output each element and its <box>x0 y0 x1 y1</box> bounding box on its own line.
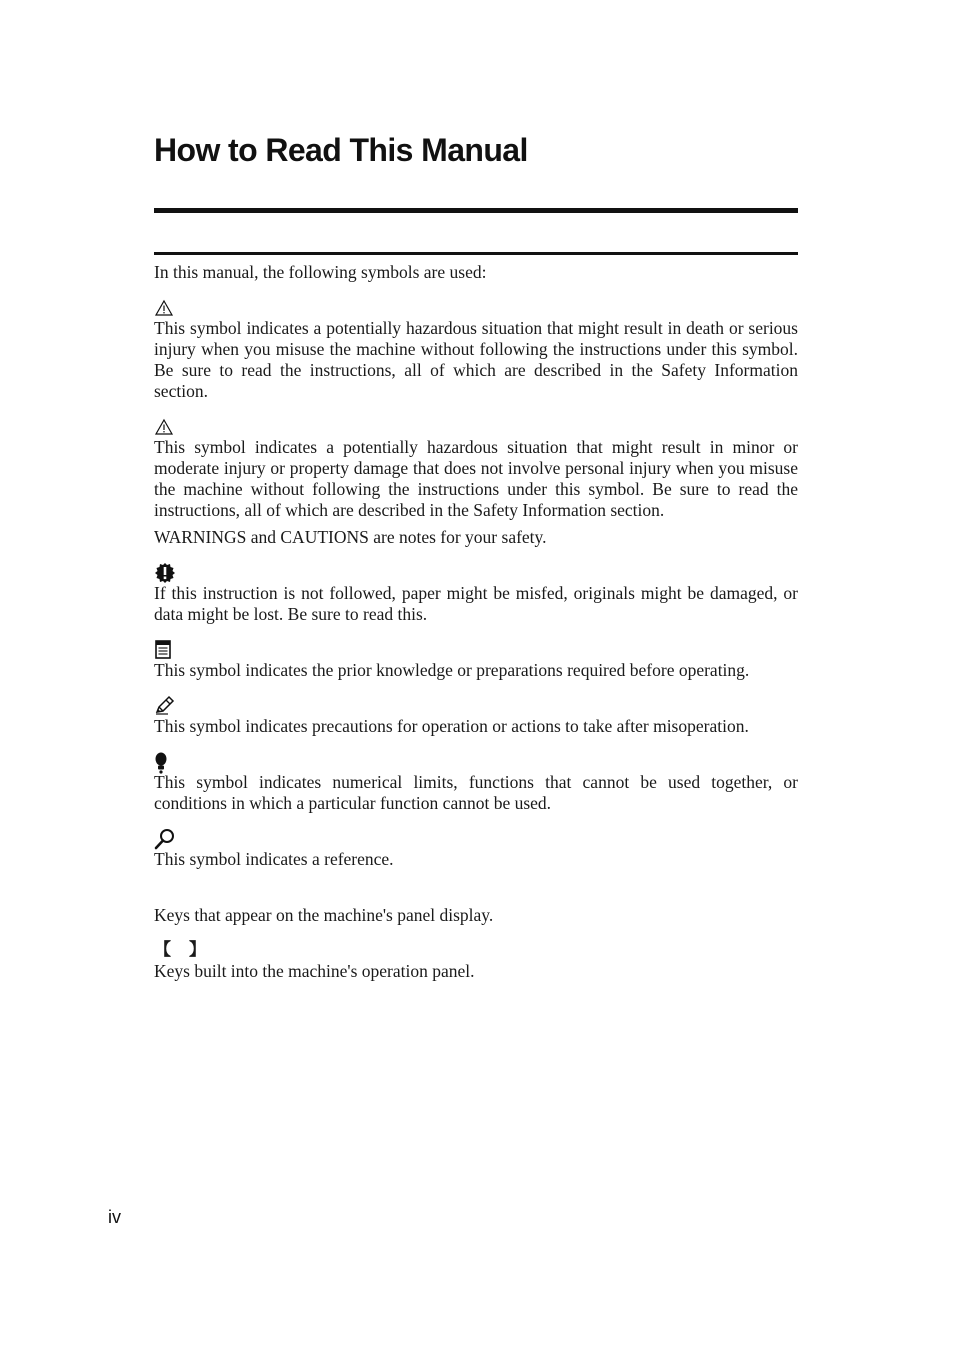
symbol-text: This symbol indicates a reference. <box>154 849 394 869</box>
symbol-entry-limitation <box>154 751 798 814</box>
symbol-text: This symbol indicates the prior knowledge or preparations required before operating. <box>154 660 750 680</box>
symbol-text: This symbol indicates precautions for operation or actions to take after misoperation. <box>154 716 749 736</box>
page-number: iv <box>108 1207 121 1227</box>
title-rule-thick <box>154 208 798 213</box>
content-body <box>154 262 798 982</box>
key-entry-display <box>154 884 798 926</box>
warning-triangle-icon <box>154 297 798 318</box>
symbol-entry-preparation <box>154 639 798 681</box>
reference-magnifier-icon <box>154 828 798 849</box>
bracket-open: 【 <box>154 940 171 960</box>
display-key-icon <box>154 884 798 905</box>
symbol-entry-reference <box>154 828 798 870</box>
symbol-entry-caution <box>154 416 798 548</box>
bracket-close: 】 <box>189 940 206 960</box>
symbol-entry-warning <box>154 297 798 402</box>
symbol-entry-important <box>154 562 798 625</box>
preparation-icon <box>154 639 798 660</box>
symbol-text: This symbol indicates numerical limits, functions that cannot be used together, or conditions in which a particular function cannot be used. <box>154 772 798 813</box>
note-pencil-icon <box>154 695 798 716</box>
panel-keys-text: Keys built into the machine's operation panel. <box>154 961 475 981</box>
limitation-icon <box>154 751 798 772</box>
intro-text: In this manual, the following symbols are used: <box>154 262 487 282</box>
caution-triangle-icon <box>154 416 798 437</box>
panel-key-brackets <box>154 940 798 961</box>
symbol-text: This symbol indicates a potentially hazardous situation that might result in death or serious injury when you misuse the machine without following the instructions under this symbol. Be sure to read the instructions, all of which are described in the Safety Information section. <box>154 318 798 401</box>
key-entry-panel <box>154 940 798 982</box>
symbol-text: If this instruction is not followed, paper might be misfed, originals might be damaged, or data might be lost. Be sure to read this. <box>154 583 798 624</box>
page-title: How to Read This Manual <box>154 132 528 168</box>
important-icon <box>154 562 798 583</box>
title-rule-thin <box>154 252 798 255</box>
display-keys-text: Keys that appear on the machine's panel display. <box>154 905 494 925</box>
symbol-text: This symbol indicates a potentially hazardous situation that might result in minor or moderate injury or property damage that does not involve personal injury when you misuse the machine without following the instructions under this symbol. Be sure to read the instructions, all of which are described in the Safety Information section. <box>154 437 798 520</box>
symbol-entry-note <box>154 695 798 737</box>
safety-note: WARNINGS and CAUTIONS are notes for your safety. <box>154 527 547 547</box>
